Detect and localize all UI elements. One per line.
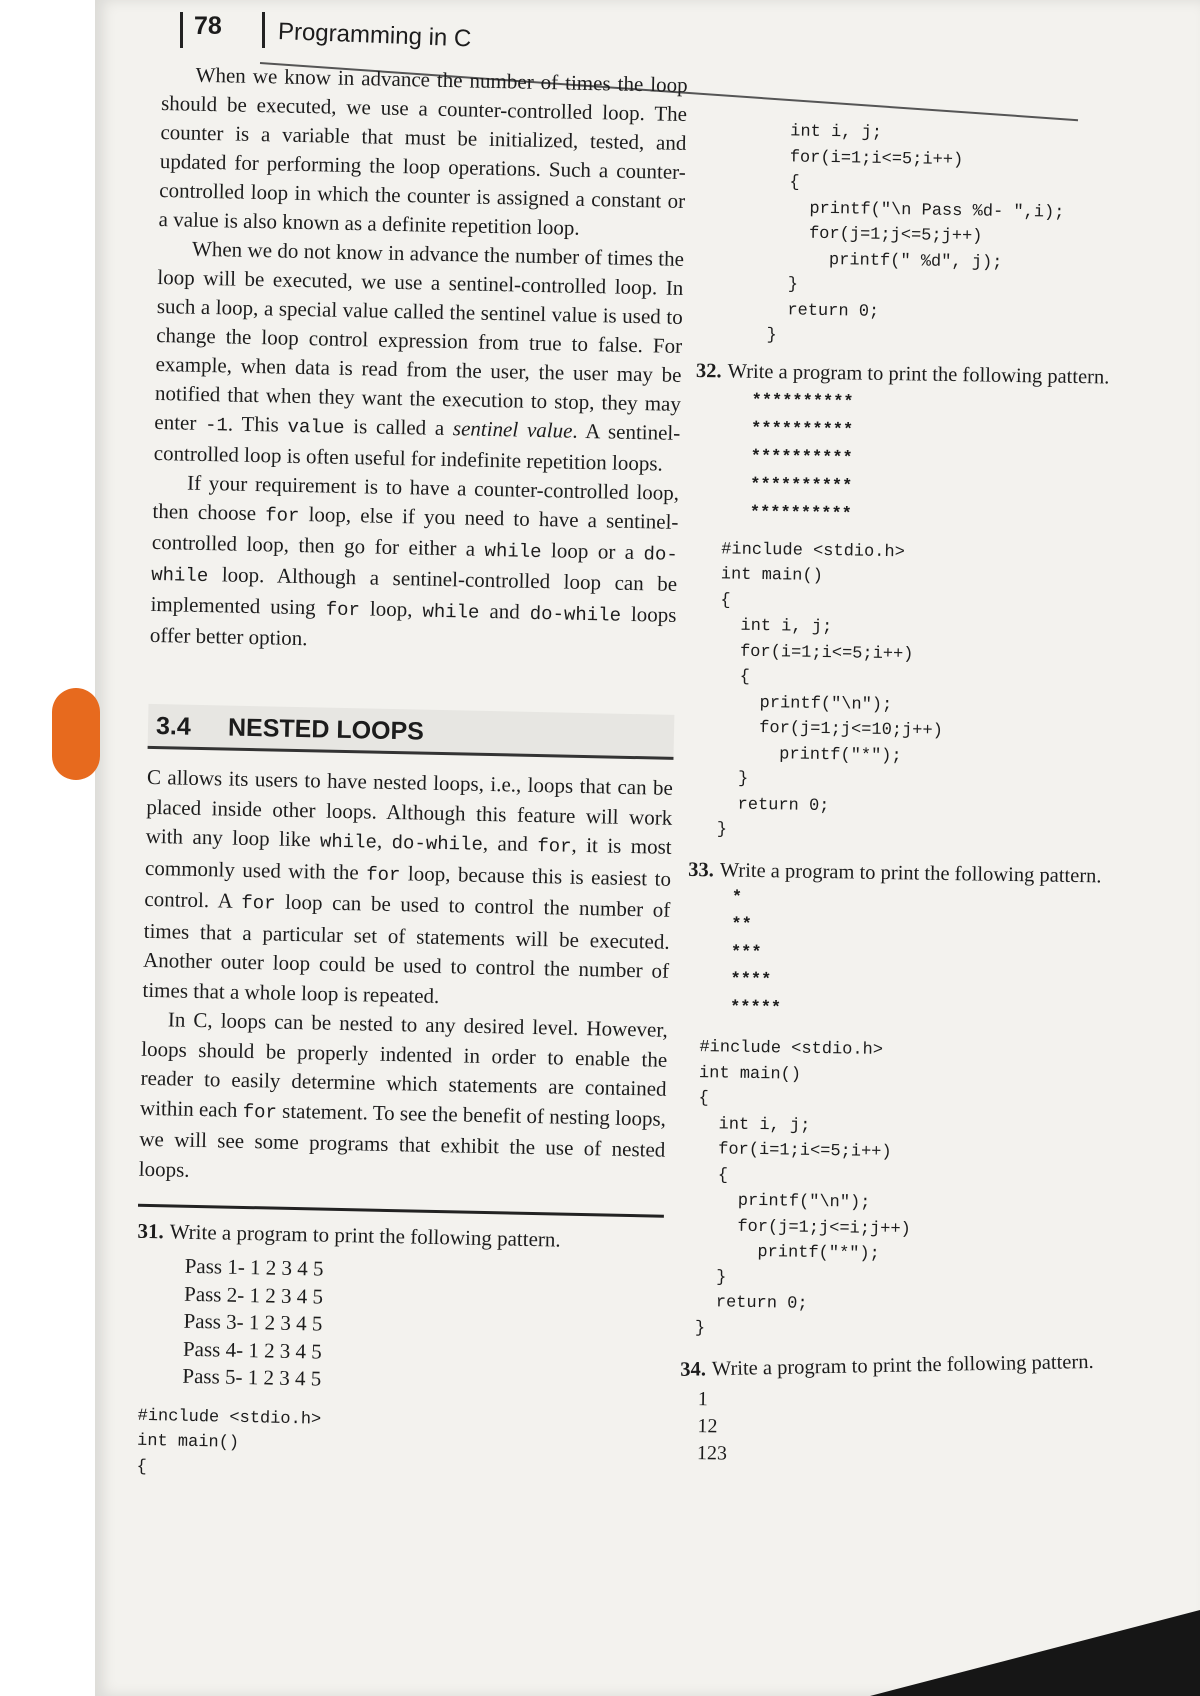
example-32-code: #include <stdio.h> int main() { int i, j; for(i=1;i<=5;i++) { printf("\n"); for(j=1;j<=10;j++) printf("*"); } return 0; } [716,539,943,840]
pattern-line: 1 [697,1388,709,1411]
inline-code: while [484,539,542,564]
pattern-line: Pass 4- 1 2 3 4 5 [182,1336,323,1364]
inline-code: for [242,1100,278,1124]
inline-code: for [537,835,572,858]
text-span: loop, else if you need to have a sentinel-controlled loop, then go for either a [151,501,679,561]
example-33-code: #include <stdio.h> int main() { int i, j; for(i=1;i<=5;i++) { printf("\n"); for(j=1;j<=i;j++) printf("*"); } return 0; } [694,1038,911,1338]
paragraph-nesting-level [138,1005,668,1195]
paragraph-loop-choice [150,468,680,661]
text-span: , [376,828,392,853]
page-number: 78 [194,12,222,40]
inline-code: value [287,415,345,439]
header-divider [180,12,183,48]
example-number: 33. [688,858,714,881]
example-32-pattern: ********** ********** ********** ********** ********** [749,391,854,524]
header-divider [262,12,265,48]
running-title: Programming in C [277,18,472,53]
example-rule [138,1204,664,1218]
pattern-line: Pass 5- 1 2 3 4 5 [182,1363,322,1391]
example-33-pattern: * ** *** **** ***** [729,888,782,1018]
emphasis-term: sentinel value [452,416,573,443]
text-span: . This [227,411,288,437]
text-span: loops offer better option. [149,601,677,651]
section-body [138,763,673,1195]
page-header [180,6,520,56]
pattern-line: Pass 1- 1 2 3 4 5 [184,1253,324,1281]
text-span: , it is most commonly used with the [144,832,672,884]
inline-code: -1 [204,413,229,437]
text-span: C allows its users to have nested loops, i.e., loops that can be placed inside other loops. Although this feature will work with any loop like [145,764,674,852]
inline-code: for [325,598,361,622]
example-number: 34. [680,1358,707,1381]
pattern-line: 12 [697,1415,718,1438]
text-span: . A sentinel-controlled loop is often useful for indefinite repetition loops. [153,418,681,476]
example-32-title [695,359,1110,388]
text-span: If your requirement is to have a counter-controlled loop, then choose [152,470,680,526]
section-number: 3.4 [155,712,192,741]
text-span: loop, because this is easiest to control. A [144,860,672,913]
text-span: , and [482,830,538,857]
text-span: statement. To see the benefit of nesting loops, we will see some programs that exhibit the use of nested loops. [138,1098,667,1182]
text-span: When we do not know in advance the number of times the loop will be executed, we use a sentinel-controlled loop. In such a loop, a special value called the sentinel value is used to change the loop control expression from true to false. For example, when data is read from the user, the user may be notified that when they want the execution to stop, they may enter [154,236,685,435]
inline-code: while [422,600,480,624]
example-34-pattern [697,1386,1080,1473]
text-span: loop, [359,596,423,622]
inline-code: for [265,504,300,527]
pattern-line: Pass 3- 1 2 3 4 5 [183,1308,323,1336]
text-span: In C, loops can be nested to any desired level. However, loops should be properly indented in order to enable the reader to easily determine which statements are contained within each [139,1007,669,1122]
right-column [679,118,1110,1473]
inline-code: while [319,830,378,854]
example-number: 32. [695,359,722,382]
paragraph-counter-controlled: When we know in advance the number of times the loop should be executed, we use a counter-controlled loop. The counter is a variable that must be initialized, tested, and updated for performing the loop operations. Such a counter-controlled loop in which the counter is assigned a constant or a value is also known as a definite repetition loop. [158,62,688,240]
left-column [132,60,688,1491]
inline-code: do-while [391,831,484,856]
inline-code: for [365,862,401,886]
example-33-title [688,858,1102,887]
text-span: loop. Although a sentinel-controlled loop can be implemented using [150,562,678,620]
section-heading [148,704,675,760]
text-span: loop or a [541,538,644,565]
example-prompt: Write a program to print the following pattern. [719,858,1102,887]
example-prompt: Write a program to print the following pattern. [711,1350,1094,1381]
text-span: loop can be used to control the number of times that a particular set of statements will be executed. Another outer loop could be used to control the number of times that a whole loop is repeated. [142,889,671,1008]
inline-code: do-while [150,543,678,588]
inline-code: for [241,891,276,915]
example-number: 31. [137,1218,164,1244]
text-span: is called a [344,413,454,441]
example-31-pattern [182,1253,663,1400]
example-31-code-start: #include <stdio.h> int main() { [136,1406,322,1477]
text-span: and [479,598,531,624]
example-31-title [137,1217,663,1257]
section-title: NESTED LOOPS [227,713,425,746]
example-34-title [680,1350,1094,1382]
paragraph-sentinel-controlled [153,234,684,479]
paragraph-nested-intro [142,763,673,1016]
example-31-code-end: int i, j; for(i=1;i<=5;i++) { printf("\n Pass %d- ",i); for(j=1;j<=5;j++) printf(" %d", j); } return 0; } [766,122,1065,346]
example-prompt: Write a program to print the following pattern. [727,359,1110,388]
example-prompt: Write a program to print the following pattern. [169,1219,561,1252]
pattern-line: 123 [696,1442,728,1465]
orange-page-tab [52,688,100,780]
inline-code: do-while [529,602,622,627]
pattern-line: Pass 2- 1 2 3 4 5 [183,1281,324,1309]
